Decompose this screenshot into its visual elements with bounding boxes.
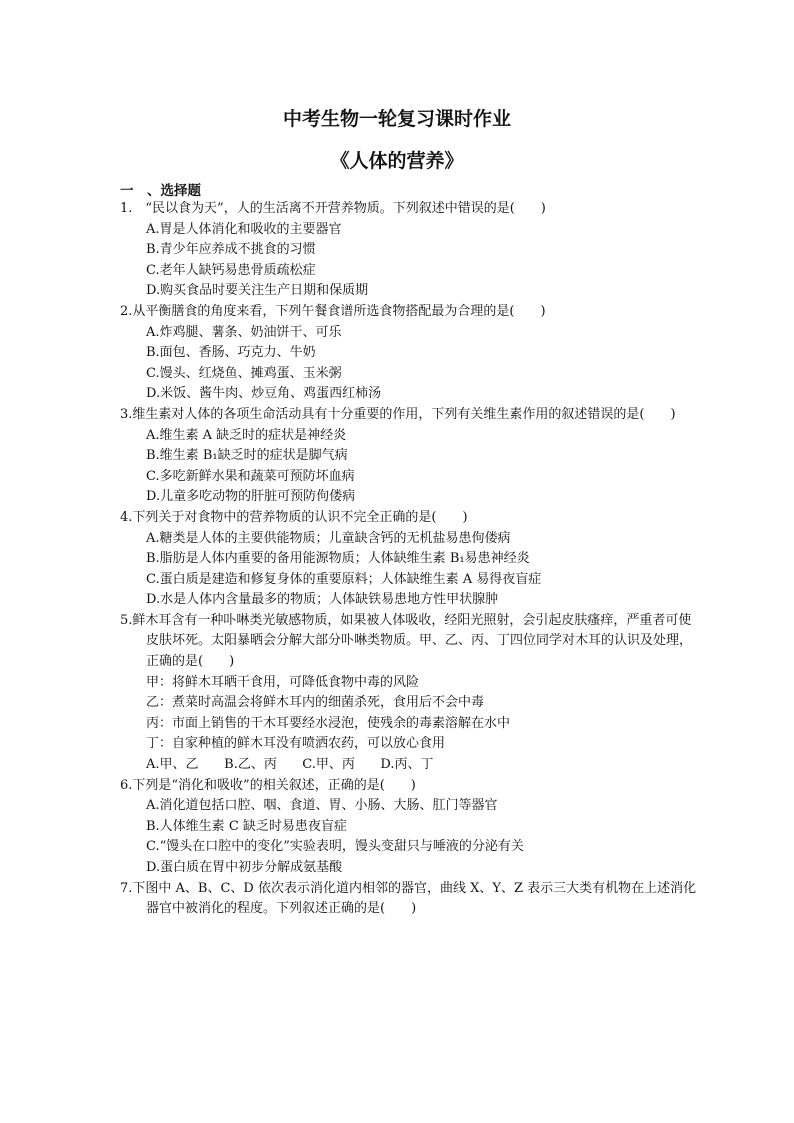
option: B.面包、香肠、巧克力、牛奶 xyxy=(146,345,316,361)
option: A.消化道包括口腔、咽、食道、胃、小肠、大肠、肛门等器官 xyxy=(146,798,498,814)
option: A.糖类是人体的主要供能物质；儿童缺含钙的无机盐易患佝偻病 xyxy=(146,530,511,546)
question-list xyxy=(120,199,700,920)
question-stem: 2.从平衡膳食的角度来看，下列午餐食谱所选食物搭配最为合理的是( ) xyxy=(120,303,546,319)
question-stem: 3.维生素对人体的各项生命活动具有十分重要的作用，下列有关维生素作用的叙述错误的是( ) xyxy=(120,406,676,422)
statement: 丙：市面上销售的干木耳要经水浸泡，使残余的毒素溶解在水中 xyxy=(146,715,511,731)
option: D.购买食品时要关注生产日期和保质期 xyxy=(146,283,369,299)
option: C.馒头、红烧鱼、摊鸡蛋、玉米粥 xyxy=(146,365,342,381)
option: A.维生素 A 缺乏时的症状是神经炎 xyxy=(146,427,347,443)
option: B.人体维生素 C 缺乏时易患夜盲症 xyxy=(146,818,347,834)
option: B.青少年应养成不挑食的习惯 xyxy=(146,242,316,258)
option: D.儿童多吃动物的肝脏可预防佝偻病 xyxy=(146,489,356,505)
section-heading: 一 、选择题 xyxy=(120,183,201,199)
page-title: 中考生物一轮复习课时作业 xyxy=(282,108,511,130)
option: D.米饭、酱牛肉、炒豆角、鸡蛋西红柿汤 xyxy=(146,386,382,402)
choice: A.甲、乙 xyxy=(146,757,199,773)
question-stem: 6.下列是“消化和吸收”的相关叙述，正确的是( ) xyxy=(120,777,416,793)
statement: 乙：煮菜时高温会将鲜木耳内的细菌杀死，食用后不会中毒 xyxy=(146,695,485,711)
question-stem: 5.鲜木耳含有一种卟啉类光敏感物质，如果被人体吸收，经阳光照射，会引起皮肤瘙痒，严重者可使皮肤坏死。太阳暴晒会分解大部分卟啉类物质。甲、乙、丙、丁四位同学对木耳的认识及处理，正确的是( ) xyxy=(120,612,693,670)
option: C.老年人缺钙易患骨质疏松症 xyxy=(146,262,316,278)
question xyxy=(120,611,700,776)
option: C.多吃新鲜水果和蔬菜可预防坏血病 xyxy=(146,468,355,484)
option: B.脂肪是人体内重要的备用能源物质；人体缺维生素 B₁易患神经炎 xyxy=(146,551,530,567)
statement: 甲：将鲜木耳晒干食用，可降低食物中毒的风险 xyxy=(146,674,420,690)
question xyxy=(120,776,700,879)
question xyxy=(120,199,700,302)
option: D.水是人体内含量最多的物质；人体缺铁易患地方性甲状腺肿 xyxy=(146,592,499,608)
question-stem: 4.下列关于对食物中的营养物质的认识不完全正确的是( ) xyxy=(120,509,468,525)
statement: 丁：自家种植的鲜木耳没有喷洒农药，可以放心食用 xyxy=(146,736,446,752)
question xyxy=(120,302,700,405)
page-subtitle: 《人体的营养》 xyxy=(330,150,464,172)
option: C.“馒头在口腔中的变化”实验表明，馒头变甜只与唾液的分泌有关 xyxy=(146,839,524,855)
question xyxy=(120,508,700,611)
option: A.胃是人体消化和吸收的主要器官 xyxy=(146,221,342,237)
question xyxy=(120,405,700,508)
question xyxy=(120,879,700,920)
question-stem: 7.下图中 A、B、C、D 依次表示消化道内相邻的器官，曲线 X、Y、Z 表示三大类有机物在上述消化器官中被消化的程度。下列叙述正确的是( ) xyxy=(120,880,697,917)
choice: C.甲、丙 xyxy=(302,757,355,773)
option: B.维生素 B₁缺乏时的症状是脚气病 xyxy=(146,448,348,464)
option: C.蛋白质是建造和修复身体的重要原料；人体缺维生素 A 易得夜盲症 xyxy=(146,571,542,587)
option: A.炸鸡腿、薯条、奶油饼干、可乐 xyxy=(146,324,342,340)
option: D.蛋白质在胃中初步分解成氨基酸 xyxy=(146,860,343,875)
choice: B.乙、丙 xyxy=(224,757,277,773)
question-stem: 1. “民以食为天”，人的生活离不开营养物质。下列叙述中错误的是( ) xyxy=(120,201,546,216)
choice: D.丙、丁 xyxy=(380,757,434,773)
choice-row xyxy=(120,755,700,776)
